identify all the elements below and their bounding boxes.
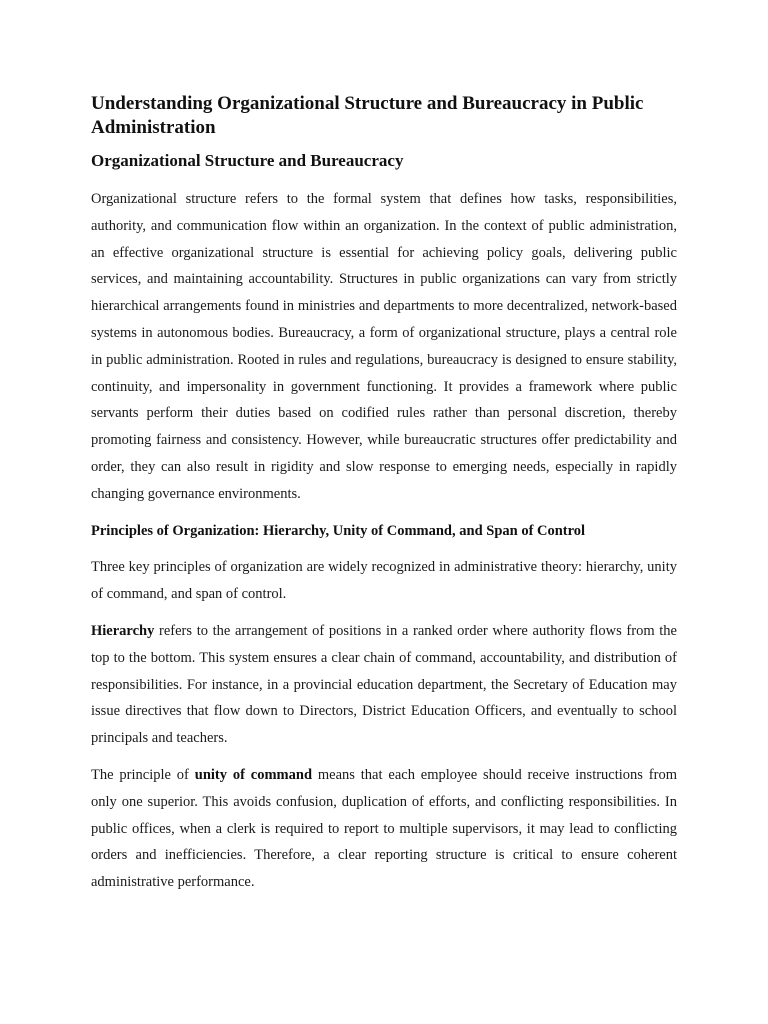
unity-of-command-lead: The principle of	[91, 766, 195, 783]
unity-of-command-text: means that each employee should receive instructions from only one superior. This avoids confusion, duplication of efforts, and conflicting responsibilities. In public offices, when a clerk is required to report to multiple supervisors, it may lead to conflicting orders and inefficiencies. Therefore, a clear reporting structure is critical to ensure coherent administrative performance.	[91, 766, 677, 891]
principles-intro-paragraph: Three key principles of organization are widely recognized in administrative theory: hierarchy, unity of command, and span of control.	[91, 559, 677, 603]
unity-of-command-paragraph	[91, 762, 677, 896]
document-title: Understanding Organizational Structure and Bureaucracy in Public Administration	[91, 93, 644, 138]
intro-paragraph: Organizational structure refers to the formal system that defines how tasks, responsibilities, authority, and communication flow within an organization. In the context of public administration, an effective organizational structure is essential for achieving policy goals, delivering public services, and maintaining accountability. Structures in public organizations can vary from strictly hierarchical arrangements found in ministries and departments to more decentralized, network-based systems in autonomous bodies. Bureaucracy, a form of organizational structure, plays a central role in public administration. Rooted in rules and regulations, bureaucracy is designed to ensure stability, continuity, and impersonality in government functioning. It provides a framework where public servants perform their duties based on codified rules rather than personal discretion, thereby promoting fairness and consistency. However, while bureaucratic structures offer predictability and order, they can also result in rigidity and slow response to emerging needs, especially in rapidly changing governance environments.	[91, 191, 677, 502]
hierarchy-term: Hierarchy	[91, 622, 155, 639]
section-heading: Organizational Structure and Bureaucracy	[91, 151, 404, 170]
hierarchy-paragraph	[91, 618, 677, 752]
principles-heading: Principles of Organization: Hierarchy, Unity of Command, and Span of Control	[91, 522, 586, 539]
unity-of-command-term: unity of command	[194, 766, 313, 783]
hierarchy-text: refers to the arrangement of positions in a ranked order where authority flows from the top to the bottom. This system ensures a clear chain of command, accountability, and distribution of responsibilities. For instance, in a provincial education department, the Secretary of Education may issue directives that flow down to Directors, District Education Officers, and eventually to school principals and teachers.	[91, 622, 677, 747]
